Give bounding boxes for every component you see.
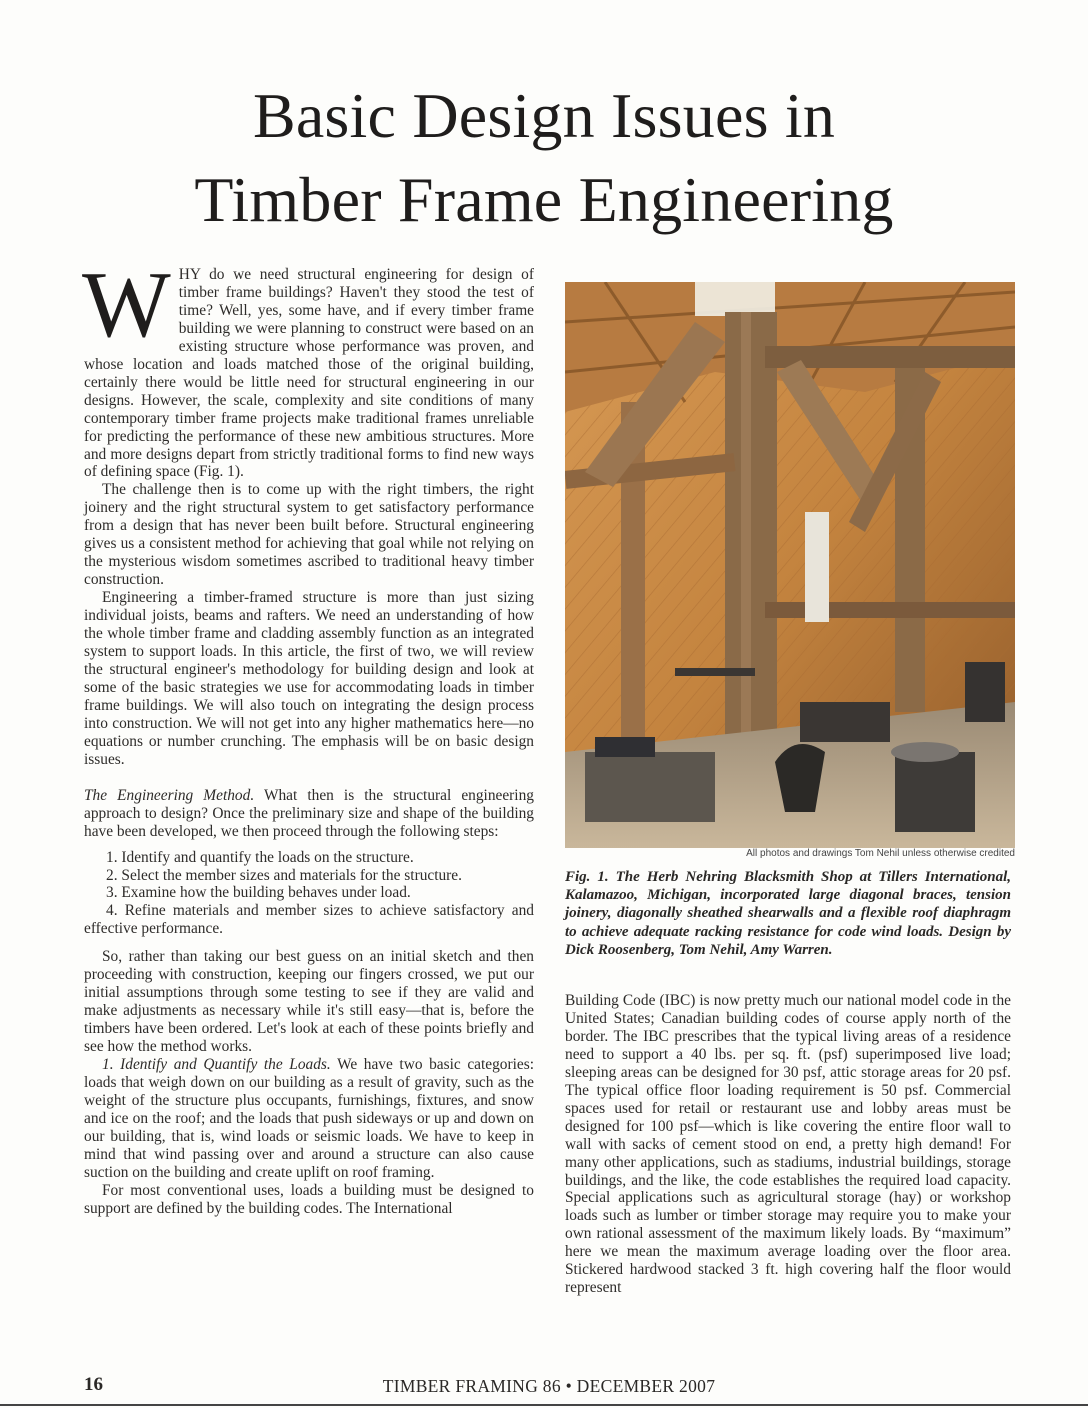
page-footer bbox=[84, 1374, 1014, 1398]
loads-text: We have two basic categories: loads that weigh down on our building as a result of gravity, such as the weight of the structure plus occupants, furnishings, fixtures, and snow and ice on the roof; and the loads that push sideways or up and down on our building, that is, wind loads or seismic loads. We have to keep in mind that wind passing over and around a structure can also cause suction on the building and create uplift on roof framing. bbox=[84, 1056, 534, 1181]
paragraph-loads bbox=[84, 1056, 534, 1182]
photo-illustration bbox=[565, 282, 1015, 848]
paragraph-method bbox=[84, 787, 534, 841]
figure-caption: Fig. 1. The Herb Nehring Blacksmith Shop at Tillers International, Kalamazoo, Michigan, incorporated large diagonal braces, tension joinery, diagonally sheathed shearwalls and a flexible roof diaphragm to achieve adequate racking resistance for code wind loads. Design by Dick Roosenberg, Tom Nehil, Amy Warren. bbox=[565, 869, 1011, 958]
steps-list bbox=[84, 849, 534, 939]
method-text: What then is the structural engineering approach to design? Once the preliminary size and shape of the building have been developed, we then proceed through the following steps: bbox=[84, 786, 534, 840]
intro-text: HY do we need structural engineering for design of timber frame buildings? Haven't they stood the test of time? Well, yes, some have, and if every timber frame building we were planning to construct were based on an existing structure whose performance was proven, and whose location and loads matched those of the original building, certainly there would be little need for structural engineering in our designs. However, the scale, complexity and site conditions of many contemporary timber frame projects make traditional frames unreliable for predicting the performance of these new ambitious structures. More and more designs depart from strictly traditional forms to find new ways of defining space (Fig. 1). bbox=[84, 266, 534, 481]
paragraph-challenge: The challenge then is to come up with the right timbers, the right joinery and the right structural system to get satisfactory performance from a design that has never been built before. Structural engineering gives us a consistent method for achieving that goal while not relying on the mysterious wisdom sometimes ascribed to traditional heavy timber construction. bbox=[84, 481, 534, 589]
step-item: 3. Examine how the building behaves under load. bbox=[106, 884, 411, 902]
drop-cap: W bbox=[82, 253, 171, 357]
article-title-line-2: Timber Frame Engineering bbox=[194, 164, 894, 235]
step-item: 1. Identify and quantify the loads on the structure. bbox=[106, 848, 414, 866]
step-item: 4. Refine materials and member sizes to achieve satisfactory and effective performance. bbox=[84, 902, 534, 938]
paragraph-best-guess: So, rather than taking our best guess on an initial sketch and then proceeding with construction, keeping our fingers crossed, we put our initial assumptions through some testing to see if they are valid and make adjustments as necessary while it's still easy—that is, before the timbers have been ordered. Let's look at each of these points briefly and see how the method works. bbox=[84, 948, 534, 1056]
publication-line: TIMBER FRAMING 86 • DECEMBER 2007 bbox=[382, 1376, 716, 1396]
bottom-rule bbox=[0, 1404, 1088, 1406]
left-column bbox=[82, 253, 534, 1218]
blacksmith-shop-photo bbox=[565, 282, 1015, 848]
article-title-line-1: Basic Design Issues in bbox=[252, 80, 836, 151]
loads-heading: 1. Identify and Quantify the Loads. bbox=[102, 1056, 331, 1074]
intro-paragraph bbox=[82, 253, 534, 481]
photo-credit: All photos and drawings Tom Nehil unless otherwise credited bbox=[746, 848, 1015, 859]
step-item: 2. Select the member sizes and materials for the structure. bbox=[106, 866, 462, 884]
right-column bbox=[565, 992, 1011, 1297]
paragraph-codes: For most conventional uses, loads a building must be designed to support are defined by the building codes. The International bbox=[84, 1181, 534, 1217]
page-number: 16 bbox=[84, 1374, 103, 1395]
paragraph-building-code: Building Code (IBC) is now pretty much our national model code in the United States; Canadian building codes of course apply north of the border. The IBC prescribes that the typical living areas of a residence need to support a 40 lbs. per sq. ft. (psf) superimposed live load; sleeping areas can be designed for 30 psf, attic storage areas for 20 psf. The typical office floor loading requirement is 50 psf. Commercial spaces used for retail or restaurant use and lobby areas must be designed for 100 psf—which is like covering the entire floor wall to wall with sacks of cement stood on end, a pretty high demand! For many other applications, such as stadiums, industrial buildings, storage buildings, and the like, the code establishes the required load capacity. Special applications such as agricultural storage (hay) or workshop loads such as lumber or timber storage may require you to make your own rational assessment of the maximum likely loads. By “maximum” here we mean the maximum average loading over the floor area. Stickered hardwood stacked 3 ft. high covering half the floor would represent bbox=[565, 992, 1011, 1297]
paragraph-engineering: Engineering a timber-framed structure is more than just sizing individual joists, beams and rafters. We need an understanding of how the whole timber frame and cladding assembly function as an integrated system to support loads. In this article, the first of two, we will review the structural engineer's methodology for building design and look at some of the basic strategies we use for accommodating loads in timber frame buildings. We will also touch on integrating the design process into construction. We will not get into any higher mathematics here—no equations or number crunching. The emphasis will be on basic design issues. bbox=[84, 589, 534, 768]
method-heading: The Engineering Method. bbox=[84, 786, 255, 804]
